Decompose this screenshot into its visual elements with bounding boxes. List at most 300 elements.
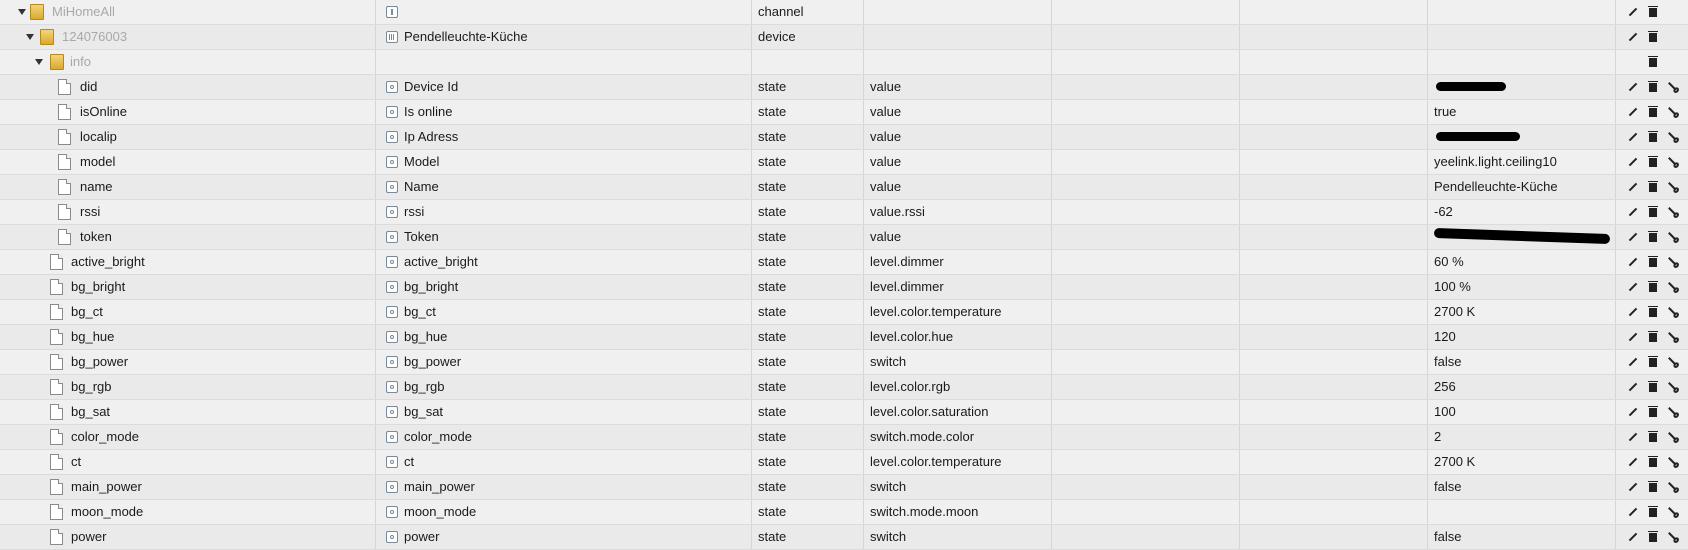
object-room-cell[interactable] bbox=[1052, 475, 1240, 499]
object-role-label: level.color.temperature bbox=[870, 304, 1002, 319]
object-role-cell bbox=[864, 525, 1052, 549]
delete-button[interactable] bbox=[1646, 380, 1660, 394]
object-room-cell[interactable] bbox=[1052, 225, 1240, 249]
settings-button[interactable] bbox=[1666, 330, 1680, 344]
edit-button[interactable] bbox=[1626, 530, 1640, 544]
object-role-cell bbox=[864, 175, 1052, 199]
trash-icon bbox=[1649, 333, 1657, 342]
settings-button[interactable] bbox=[1666, 355, 1680, 369]
state-icon bbox=[386, 256, 398, 268]
file-icon bbox=[50, 354, 63, 370]
table-row[interactable] bbox=[0, 100, 1688, 125]
object-value-cell[interactable] bbox=[1428, 475, 1616, 499]
object-type-label: state bbox=[758, 354, 787, 369]
delete-button[interactable] bbox=[1646, 280, 1660, 294]
object-function-cell[interactable] bbox=[1240, 450, 1428, 474]
object-role-label: value bbox=[870, 229, 902, 244]
object-function-cell[interactable] bbox=[1240, 425, 1428, 449]
object-room-cell[interactable] bbox=[1052, 375, 1240, 399]
object-type-cell bbox=[752, 300, 864, 324]
delete-button[interactable] bbox=[1646, 105, 1660, 119]
object-name-cell bbox=[376, 500, 752, 524]
object-function-cell[interactable] bbox=[1240, 50, 1428, 74]
object-room-cell[interactable] bbox=[1052, 125, 1240, 149]
table-row[interactable] bbox=[0, 0, 1688, 25]
object-value-cell[interactable] bbox=[1428, 300, 1616, 324]
edit-button[interactable] bbox=[1626, 405, 1640, 419]
object-room-cell[interactable] bbox=[1052, 100, 1240, 124]
settings-button[interactable] bbox=[1666, 155, 1680, 169]
pencil-icon bbox=[1629, 433, 1637, 441]
object-room-cell[interactable] bbox=[1052, 275, 1240, 299]
expand-toggle-icon[interactable] bbox=[35, 59, 43, 65]
object-type-label: state bbox=[758, 204, 787, 219]
delete-button[interactable] bbox=[1646, 30, 1660, 44]
object-room-cell[interactable] bbox=[1052, 350, 1240, 374]
object-room-cell[interactable] bbox=[1052, 300, 1240, 324]
object-id-cell[interactable] bbox=[0, 350, 376, 374]
settings-button[interactable] bbox=[1666, 180, 1680, 194]
row-actions bbox=[1616, 175, 1688, 199]
object-id-cell[interactable] bbox=[0, 400, 376, 424]
object-name-cell bbox=[376, 100, 752, 124]
object-value-cell[interactable] bbox=[1428, 375, 1616, 399]
object-room-cell[interactable] bbox=[1052, 400, 1240, 424]
state-icon bbox=[386, 431, 398, 443]
trash-icon bbox=[1649, 183, 1657, 192]
row-actions bbox=[1616, 375, 1688, 399]
object-id-cell[interactable] bbox=[0, 375, 376, 399]
delete-button[interactable] bbox=[1646, 405, 1660, 419]
object-room-cell[interactable] bbox=[1052, 150, 1240, 174]
delete-button[interactable] bbox=[1646, 80, 1660, 94]
object-function-cell[interactable] bbox=[1240, 225, 1428, 249]
device-icon bbox=[386, 31, 398, 43]
expand-toggle-icon[interactable] bbox=[18, 9, 26, 15]
object-role-cell bbox=[864, 475, 1052, 499]
trash-icon bbox=[1649, 108, 1657, 117]
object-role-label: value bbox=[870, 129, 902, 144]
object-id-cell[interactable] bbox=[0, 475, 376, 499]
settings-button[interactable] bbox=[1666, 380, 1680, 394]
wrench-icon bbox=[1668, 207, 1678, 217]
edit-button[interactable] bbox=[1626, 30, 1640, 44]
delete-button[interactable] bbox=[1646, 5, 1660, 19]
object-function-cell[interactable] bbox=[1240, 75, 1428, 99]
object-type-cell bbox=[752, 50, 864, 74]
delete-button[interactable] bbox=[1646, 255, 1660, 269]
object-room-cell[interactable] bbox=[1052, 75, 1240, 99]
object-value-cell[interactable] bbox=[1428, 500, 1616, 524]
object-value-label: 2700 K bbox=[1434, 454, 1476, 469]
pencil-icon bbox=[1629, 108, 1637, 116]
object-name-cell bbox=[376, 175, 752, 199]
object-id-cell[interactable] bbox=[0, 100, 376, 124]
object-function-cell[interactable] bbox=[1240, 350, 1428, 374]
settings-button[interactable] bbox=[1666, 255, 1680, 269]
edit-button[interactable] bbox=[1626, 105, 1640, 119]
object-function-cell[interactable] bbox=[1240, 325, 1428, 349]
object-type-cell bbox=[752, 0, 864, 24]
pencil-icon bbox=[1629, 408, 1637, 416]
table-row[interactable] bbox=[0, 375, 1688, 400]
edit-button[interactable] bbox=[1626, 505, 1640, 519]
object-name-cell bbox=[376, 200, 752, 224]
trash-icon bbox=[1649, 208, 1657, 217]
wrench-icon bbox=[1668, 382, 1678, 392]
row-actions bbox=[1616, 350, 1688, 374]
object-name-cell bbox=[376, 325, 752, 349]
object-function-cell[interactable] bbox=[1240, 100, 1428, 124]
settings-button[interactable] bbox=[1666, 455, 1680, 469]
wrench-icon bbox=[1668, 457, 1678, 467]
object-role-cell bbox=[864, 75, 1052, 99]
object-name-cell bbox=[376, 50, 752, 74]
delete-button[interactable] bbox=[1646, 505, 1660, 519]
object-room-cell[interactable] bbox=[1052, 25, 1240, 49]
object-value-cell[interactable] bbox=[1428, 250, 1616, 274]
settings-button[interactable] bbox=[1666, 205, 1680, 219]
object-role-cell bbox=[864, 50, 1052, 74]
file-icon bbox=[58, 179, 71, 195]
object-room-cell[interactable] bbox=[1052, 50, 1240, 74]
object-type-cell bbox=[752, 275, 864, 299]
delete-button[interactable] bbox=[1646, 480, 1660, 494]
table-row[interactable] bbox=[0, 300, 1688, 325]
object-role-cell bbox=[864, 150, 1052, 174]
object-id-label: model bbox=[80, 154, 116, 169]
edit-button[interactable] bbox=[1626, 180, 1640, 194]
object-value-cell[interactable] bbox=[1428, 275, 1616, 299]
object-name-label: power bbox=[404, 529, 440, 544]
file-icon bbox=[58, 229, 71, 245]
redaction-mark bbox=[1434, 228, 1610, 244]
file-icon bbox=[58, 79, 71, 95]
edit-button[interactable] bbox=[1626, 380, 1640, 394]
edit-button[interactable] bbox=[1626, 480, 1640, 494]
object-value-label: -62 bbox=[1434, 204, 1453, 219]
object-id-label: color_mode bbox=[71, 429, 139, 444]
object-value-cell[interactable] bbox=[1428, 525, 1616, 549]
expand-toggle-icon[interactable] bbox=[26, 34, 34, 40]
state-icon bbox=[386, 331, 398, 343]
table-row[interactable] bbox=[0, 500, 1688, 525]
object-function-cell[interactable] bbox=[1240, 175, 1428, 199]
object-function-cell[interactable] bbox=[1240, 375, 1428, 399]
edit-button[interactable] bbox=[1626, 230, 1640, 244]
table-row[interactable] bbox=[0, 200, 1688, 225]
object-type-label: state bbox=[758, 279, 787, 294]
settings-button[interactable] bbox=[1666, 105, 1680, 119]
object-id-cell[interactable] bbox=[0, 75, 376, 99]
table-row[interactable] bbox=[0, 450, 1688, 475]
object-name-label: bg_ct bbox=[404, 304, 436, 319]
object-value-cell[interactable] bbox=[1428, 350, 1616, 374]
file-icon bbox=[50, 279, 63, 295]
edit-button[interactable] bbox=[1626, 280, 1640, 294]
object-value-cell[interactable] bbox=[1428, 25, 1616, 49]
object-id-cell[interactable] bbox=[0, 50, 376, 74]
edit-button[interactable] bbox=[1626, 205, 1640, 219]
object-id-cell[interactable] bbox=[0, 450, 376, 474]
settings-button[interactable] bbox=[1666, 480, 1680, 494]
object-type-cell bbox=[752, 325, 864, 349]
object-id-cell[interactable] bbox=[0, 325, 376, 349]
object-function-cell[interactable] bbox=[1240, 275, 1428, 299]
file-icon bbox=[50, 304, 63, 320]
file-icon bbox=[58, 154, 71, 170]
object-type-label: state bbox=[758, 229, 787, 244]
object-function-cell[interactable] bbox=[1240, 0, 1428, 24]
object-id-label: ct bbox=[71, 454, 82, 469]
wrench-icon bbox=[1668, 432, 1678, 442]
pencil-icon bbox=[1629, 8, 1637, 16]
settings-button[interactable] bbox=[1666, 530, 1680, 544]
object-name-cell bbox=[376, 425, 752, 449]
object-role-cell bbox=[864, 275, 1052, 299]
object-function-cell[interactable] bbox=[1240, 500, 1428, 524]
edit-button[interactable] bbox=[1626, 255, 1640, 269]
object-room-cell[interactable] bbox=[1052, 250, 1240, 274]
table-row[interactable] bbox=[0, 125, 1688, 150]
object-type-label: channel bbox=[758, 4, 804, 19]
object-room-cell[interactable] bbox=[1052, 450, 1240, 474]
settings-button[interactable] bbox=[1666, 305, 1680, 319]
table-row[interactable] bbox=[0, 250, 1688, 275]
table-row[interactable] bbox=[0, 400, 1688, 425]
state-icon bbox=[386, 206, 398, 218]
delete-button[interactable] bbox=[1646, 155, 1660, 169]
object-type-label: state bbox=[758, 254, 787, 269]
settings-button[interactable] bbox=[1666, 130, 1680, 144]
table-row[interactable] bbox=[0, 475, 1688, 500]
object-role-cell bbox=[864, 125, 1052, 149]
object-name-cell bbox=[376, 350, 752, 374]
settings-button[interactable] bbox=[1666, 80, 1680, 94]
delete-button[interactable] bbox=[1646, 530, 1660, 544]
state-icon bbox=[386, 456, 398, 468]
object-id-cell[interactable] bbox=[0, 275, 376, 299]
object-room-cell[interactable] bbox=[1052, 0, 1240, 24]
edit-button[interactable] bbox=[1626, 155, 1640, 169]
object-id-cell[interactable] bbox=[0, 500, 376, 524]
object-id-cell[interactable] bbox=[0, 175, 376, 199]
object-room-cell[interactable] bbox=[1052, 500, 1240, 524]
edit-button[interactable] bbox=[1626, 80, 1640, 94]
settings-button[interactable] bbox=[1666, 505, 1680, 519]
delete-button[interactable] bbox=[1646, 305, 1660, 319]
object-id-cell[interactable] bbox=[0, 300, 376, 324]
row-actions bbox=[1616, 425, 1688, 449]
pencil-icon bbox=[1629, 33, 1637, 41]
object-value-cell[interactable] bbox=[1428, 50, 1616, 74]
object-name-label: rssi bbox=[404, 204, 425, 219]
object-name-label: Name bbox=[404, 179, 439, 194]
object-id-cell[interactable] bbox=[0, 250, 376, 274]
trash-icon bbox=[1649, 433, 1657, 442]
object-value-cell[interactable] bbox=[1428, 225, 1616, 249]
object-value-cell[interactable] bbox=[1428, 100, 1616, 124]
object-function-cell[interactable] bbox=[1240, 200, 1428, 224]
object-room-cell[interactable] bbox=[1052, 525, 1240, 549]
folder-icon bbox=[40, 29, 54, 45]
object-value-cell[interactable] bbox=[1428, 175, 1616, 199]
delete-button[interactable] bbox=[1646, 455, 1660, 469]
state-icon bbox=[386, 106, 398, 118]
object-function-cell[interactable] bbox=[1240, 475, 1428, 499]
table-row[interactable] bbox=[0, 150, 1688, 175]
object-value-cell[interactable] bbox=[1428, 0, 1616, 24]
object-id-label: bg_power bbox=[71, 354, 129, 369]
object-role-label: value bbox=[870, 154, 902, 169]
pencil-icon bbox=[1629, 333, 1637, 341]
object-type-cell bbox=[752, 250, 864, 274]
object-value-cell[interactable] bbox=[1428, 400, 1616, 424]
object-role-cell bbox=[864, 375, 1052, 399]
table-row[interactable] bbox=[0, 525, 1688, 550]
object-id-cell[interactable] bbox=[0, 25, 376, 49]
delete-button[interactable] bbox=[1646, 330, 1660, 344]
object-name-cell bbox=[376, 125, 752, 149]
edit-button[interactable] bbox=[1626, 305, 1640, 319]
object-id-cell[interactable] bbox=[0, 0, 376, 24]
trash-icon bbox=[1649, 483, 1657, 492]
object-type-label: state bbox=[758, 129, 787, 144]
object-id-cell[interactable] bbox=[0, 525, 376, 549]
redaction-mark bbox=[1436, 82, 1506, 91]
file-icon bbox=[50, 254, 63, 270]
object-name-label: Pendelleuchte-Küche bbox=[404, 29, 528, 44]
wrench-icon bbox=[1668, 157, 1678, 167]
object-role-cell bbox=[864, 200, 1052, 224]
object-type-label: state bbox=[758, 529, 787, 544]
object-value-label: 2 bbox=[1434, 429, 1442, 444]
trash-icon bbox=[1649, 533, 1657, 542]
object-value-cell[interactable] bbox=[1428, 150, 1616, 174]
object-function-cell[interactable] bbox=[1240, 25, 1428, 49]
table-row[interactable] bbox=[0, 425, 1688, 450]
object-function-cell[interactable] bbox=[1240, 125, 1428, 149]
object-type-cell bbox=[752, 500, 864, 524]
table-row[interactable] bbox=[0, 50, 1688, 75]
delete-button[interactable] bbox=[1646, 430, 1660, 444]
edit-button[interactable] bbox=[1626, 330, 1640, 344]
delete-button[interactable] bbox=[1646, 180, 1660, 194]
table-row[interactable] bbox=[0, 175, 1688, 200]
object-role-label: level.dimmer bbox=[870, 279, 944, 294]
edit-button[interactable] bbox=[1626, 430, 1640, 444]
object-id-label: isOnline bbox=[80, 104, 127, 119]
edit-button[interactable] bbox=[1626, 455, 1640, 469]
object-value-cell[interactable] bbox=[1428, 200, 1616, 224]
object-id-cell[interactable] bbox=[0, 225, 376, 249]
wrench-icon bbox=[1668, 182, 1678, 192]
object-type-label: device bbox=[758, 29, 796, 44]
object-id-cell[interactable] bbox=[0, 150, 376, 174]
wrench-icon bbox=[1668, 232, 1678, 242]
object-room-cell[interactable] bbox=[1052, 425, 1240, 449]
object-type-label: state bbox=[758, 404, 787, 419]
object-type-cell bbox=[752, 100, 864, 124]
object-role-label: switch bbox=[870, 529, 907, 544]
delete-button[interactable] bbox=[1646, 355, 1660, 369]
wrench-icon bbox=[1668, 132, 1678, 142]
edit-button[interactable] bbox=[1626, 5, 1640, 19]
object-role-label: level.color.saturation bbox=[870, 404, 989, 419]
object-role-cell bbox=[864, 350, 1052, 374]
wrench-icon bbox=[1668, 482, 1678, 492]
delete-button[interactable] bbox=[1646, 130, 1660, 144]
delete-button[interactable] bbox=[1646, 230, 1660, 244]
table-row[interactable] bbox=[0, 75, 1688, 100]
settings-button[interactable] bbox=[1666, 230, 1680, 244]
object-role-cell bbox=[864, 400, 1052, 424]
object-function-cell[interactable] bbox=[1240, 250, 1428, 274]
object-id-cell[interactable] bbox=[0, 425, 376, 449]
object-id-label: MiHomeAll bbox=[52, 4, 115, 19]
pencil-icon bbox=[1629, 258, 1637, 266]
object-name-cell bbox=[376, 275, 752, 299]
object-function-cell[interactable] bbox=[1240, 400, 1428, 424]
object-value-label: 60 % bbox=[1434, 254, 1464, 269]
delete-button[interactable] bbox=[1646, 55, 1660, 69]
trash-icon bbox=[1649, 33, 1657, 42]
object-room-cell[interactable] bbox=[1052, 325, 1240, 349]
object-room-cell[interactable] bbox=[1052, 175, 1240, 199]
object-function-cell[interactable] bbox=[1240, 525, 1428, 549]
object-function-cell[interactable] bbox=[1240, 300, 1428, 324]
object-type-cell bbox=[752, 75, 864, 99]
settings-button[interactable] bbox=[1666, 430, 1680, 444]
table-row[interactable] bbox=[0, 275, 1688, 300]
object-role-label: level.color.temperature bbox=[870, 454, 1002, 469]
settings-button[interactable] bbox=[1666, 280, 1680, 294]
object-name-label: Device Id bbox=[404, 79, 459, 94]
row-actions bbox=[1616, 100, 1688, 124]
settings-button[interactable] bbox=[1666, 405, 1680, 419]
wrench-icon bbox=[1668, 357, 1678, 367]
object-value-cell[interactable] bbox=[1428, 125, 1616, 149]
object-role-label: level.dimmer bbox=[870, 254, 944, 269]
object-value-cell[interactable] bbox=[1428, 425, 1616, 449]
pencil-icon bbox=[1629, 233, 1637, 241]
file-icon bbox=[50, 479, 63, 495]
object-value-cell[interactable] bbox=[1428, 450, 1616, 474]
object-value-label: false bbox=[1434, 529, 1462, 544]
object-value-cell[interactable] bbox=[1428, 75, 1616, 99]
object-value-cell[interactable] bbox=[1428, 325, 1616, 349]
object-id-label: moon_mode bbox=[71, 504, 144, 519]
delete-button[interactable] bbox=[1646, 205, 1660, 219]
table-row[interactable] bbox=[0, 225, 1688, 250]
table-row[interactable] bbox=[0, 25, 1688, 50]
object-id-cell[interactable] bbox=[0, 200, 376, 224]
object-role-cell bbox=[864, 225, 1052, 249]
object-type-label: state bbox=[758, 429, 787, 444]
object-function-cell[interactable] bbox=[1240, 150, 1428, 174]
object-id-label: bg_sat bbox=[71, 404, 111, 419]
object-id-cell[interactable] bbox=[0, 125, 376, 149]
pencil-icon bbox=[1629, 133, 1637, 141]
object-type-cell bbox=[752, 225, 864, 249]
wrench-icon bbox=[1668, 307, 1678, 317]
object-name-label: bg_power bbox=[404, 354, 462, 369]
edit-button[interactable] bbox=[1626, 130, 1640, 144]
table-row[interactable] bbox=[0, 350, 1688, 375]
edit-button[interactable] bbox=[1626, 355, 1640, 369]
table-row[interactable] bbox=[0, 325, 1688, 350]
object-room-cell[interactable] bbox=[1052, 200, 1240, 224]
